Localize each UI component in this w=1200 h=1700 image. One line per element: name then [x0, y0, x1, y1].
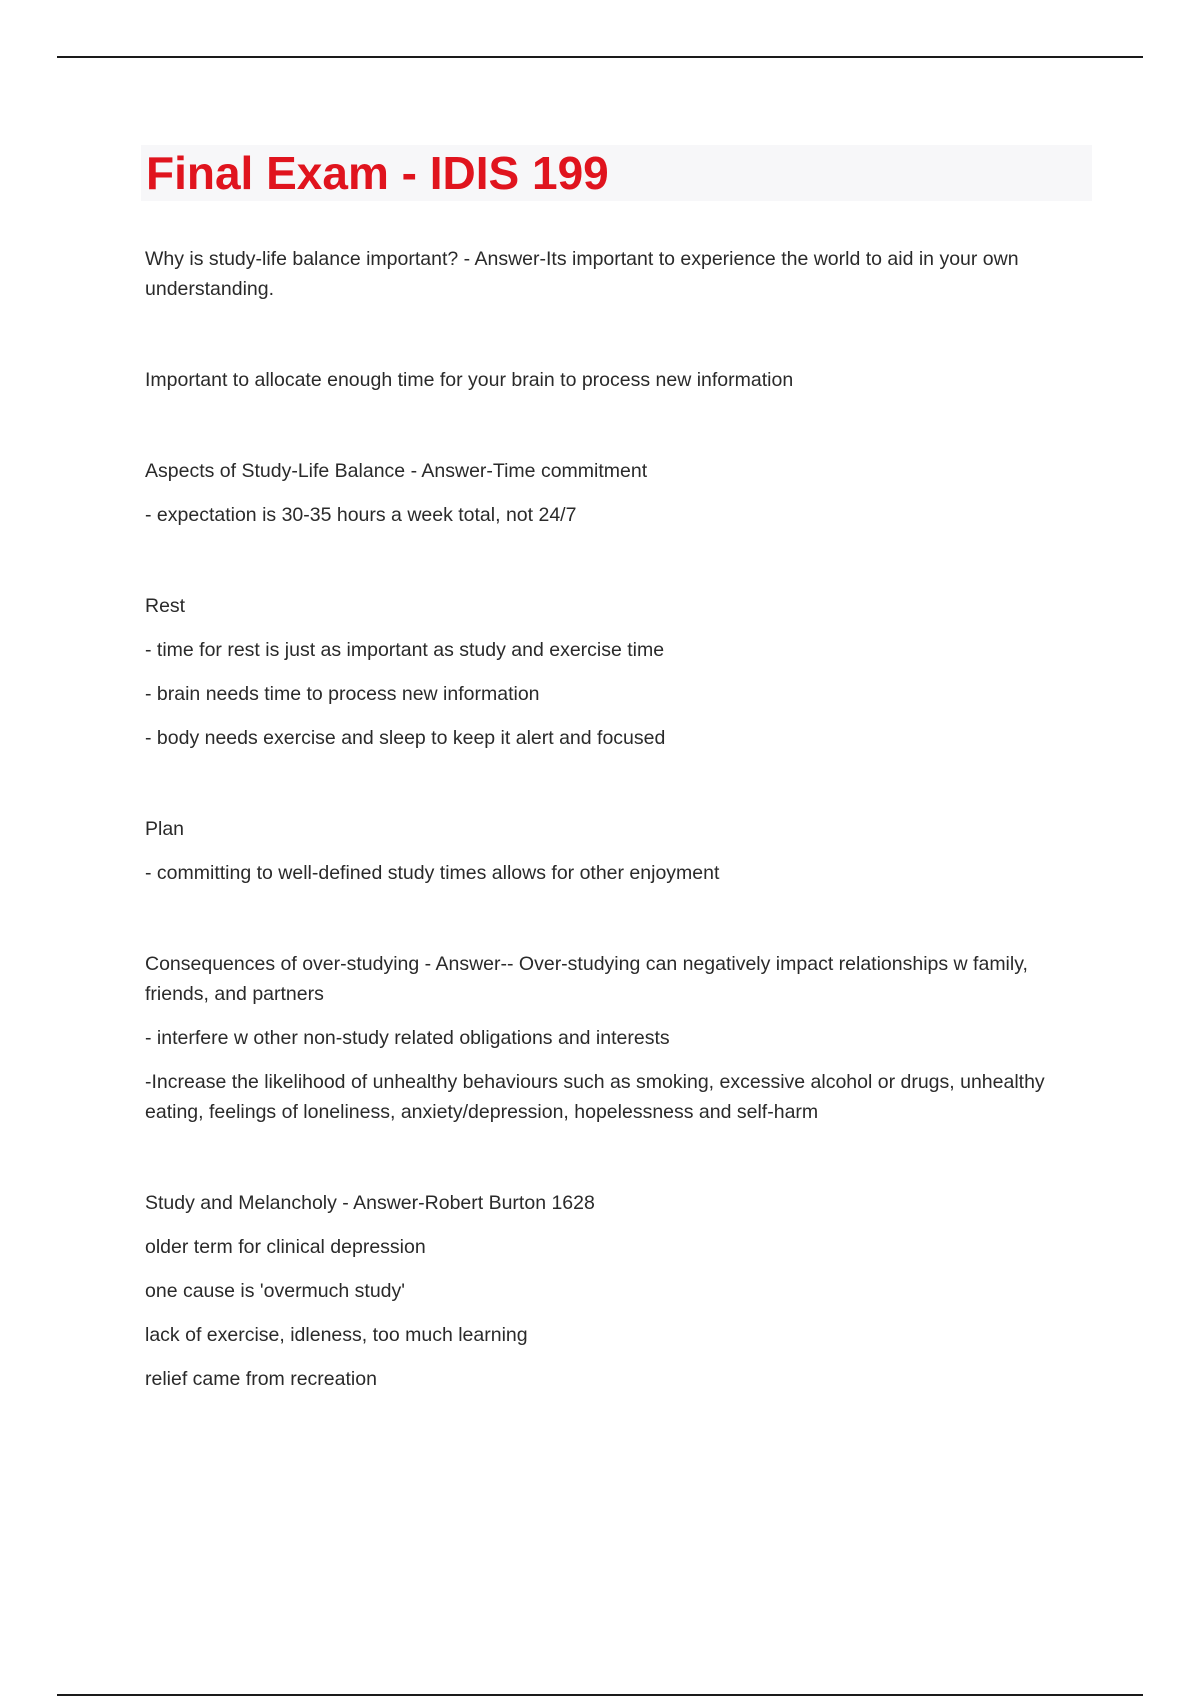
paragraph: Study and Melancholy - Answer-Robert Burton 1628: [145, 1192, 595, 1214]
paragraph: Important to allocate enough time for your brain to process new information: [145, 369, 794, 391]
paragraph: one cause is 'overmuch study': [145, 1280, 405, 1302]
paragraph: older term for clinical depression: [145, 1236, 426, 1258]
paragraph: Plan: [145, 818, 185, 840]
document-body: [145, 244, 1085, 1394]
paragraph: - committing to well-defined study times allows for other enjoyment: [145, 862, 720, 884]
paragraph: lack of exercise, idleness, too much learning: [145, 1324, 528, 1346]
paragraph: - brain needs time to process new information: [145, 683, 540, 705]
paragraph: - interfere w other non-study related obligations and interests: [145, 1027, 670, 1049]
top-rule: [57, 56, 1143, 58]
paragraph: Rest: [145, 595, 186, 617]
paragraph: Consequences of over-studying - Answer-- Over-studying can negatively impact relationships w family, friends, and partners: [145, 953, 1028, 1005]
paragraph: - body needs exercise and sleep to keep it alert and focused: [145, 727, 666, 749]
paragraph: Why is study-life balance important? - Answer-Its important to experience the world to aid in your own understanding.: [145, 248, 1019, 300]
paragraph: - expectation is 30-35 hours a week total, not 24/7: [145, 504, 577, 526]
bottom-rule: [57, 1694, 1143, 1696]
page-title: Final Exam - IDIS 199: [146, 147, 609, 199]
paragraph: -Increase the likelihood of unhealthy behaviours such as smoking, excessive alcohol or drugs, unhealthy eating, feelings of loneliness, anxiety/depression, hopelessness and self-harm: [145, 1071, 1045, 1123]
paragraph: relief came from recreation: [145, 1368, 377, 1390]
paragraph: Aspects of Study-Life Balance - Answer-Time commitment: [145, 460, 648, 482]
paragraph: - time for rest is just as important as study and exercise time: [145, 639, 665, 661]
